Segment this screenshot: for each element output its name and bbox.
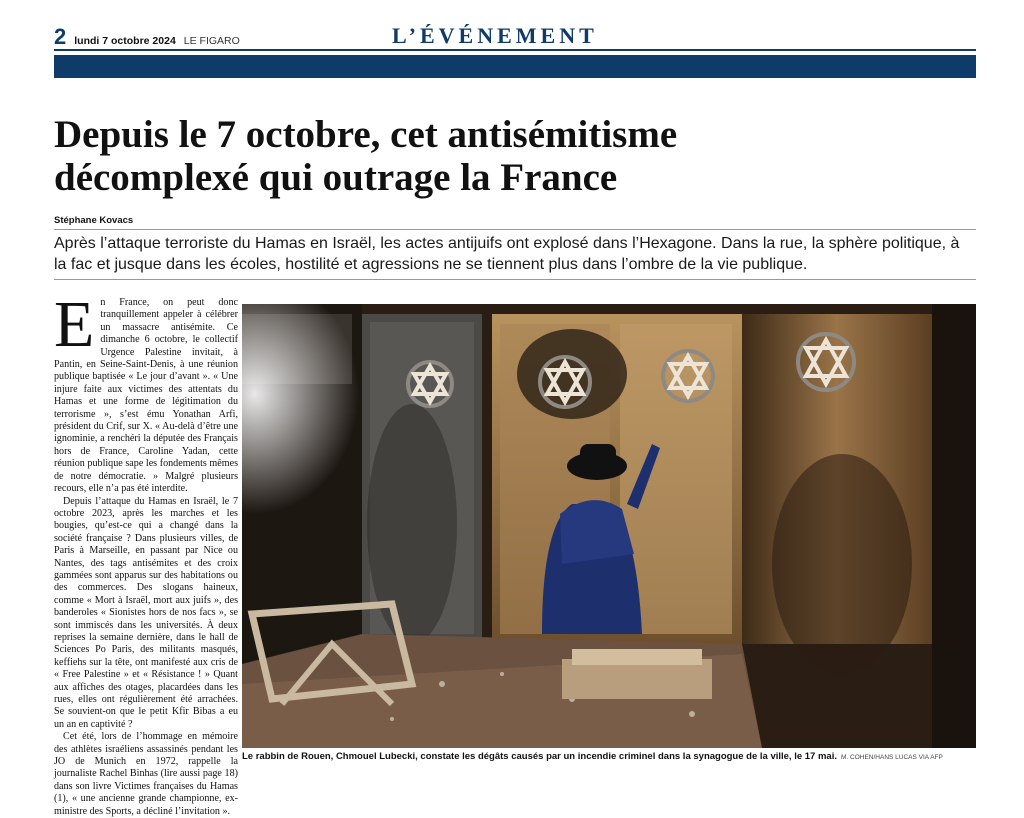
issue-date: lundi 7 octobre 2024: [74, 35, 176, 47]
byline-rule: [54, 229, 976, 230]
body-paragraph-2: Depuis l’attaque du Hamas en Israël, le 7 octobre 2023, après les marches et les bougies, qu’est-ce qui a changé dans la société française ? Dans plusieurs villes, de Paris à Marseille, en passant par Nice ou Nantes, des tags antisémites et des croix gammées sont apparus sur des habitations ou des commerces. Des slogans haineux, comme « Mort à Israël, mort aux juifs », des banderoles « Sionistes hors de nos facs », se sont immiscés dans les universités. À deux reprises la semaine dernière, dans le hall de Sciences Po Paris, des militants masqués, keffiehs sur la tête, ont manifesté aux cris de « Free Palestine » et « Résistance ! » Quant aux affiches des otages, placardées dans les rues, elles ont régulièrement été arrachées. Se souvient-on que le petit Kfir Bibas a eu un an en captivité ?: [54, 495, 238, 730]
headline-line-2: décomplexé qui outrage la France: [54, 156, 618, 199]
synagogue-photo-illustration: [242, 304, 976, 748]
page-folio: [54, 24, 240, 50]
photo-caption: [242, 751, 976, 762]
page-number: 2: [54, 24, 67, 49]
article-photo: [242, 304, 976, 748]
masthead-band: [54, 55, 976, 78]
newspaper-name: LE FIGARO: [183, 35, 240, 47]
author-byline: Stéphane Kovacs: [54, 215, 134, 226]
article-standfirst: Après l’attaque terroriste du Hamas en Israël, les actes antijuifs ont explosé dans l’Hexagone. Dans la rue, la sphère politique, à la fac et jusque dans les écoles, hostilité et agressions ne se tiennent plus dans l’ombre de la vie publique.: [54, 235, 960, 273]
body-paragraph-1-text: n France, on peut donc tranquillement appeler à célébrer un massacre antisémite. Ce dimanche 6 octobre, le collectif Urgence Palestine invitait, à Pantin, en Seine-Saint-Denis, à une réunion publique baptisée « Le jour d’avant ». « Une injure faite aux victimes des attentats du Hamas et une forme de légitimation du terrorisme », s’est ému Yonathan Arfi, président du Crif, sur X. « Au-delà d’être une ignominie, a renchéri la députée des Français hors de France, Caroline Yadan, cette réunion publique sape les fondements mêmes de notre démocratie. » Malgré plusieurs recours, elle n’a pas été interdite.: [54, 297, 238, 495]
photo-caption-text: Le rabbin de Rouen, Chmouel Lubecki, constate les dégâts causés par un incendie criminel dans la synagogue de la ville, le 17 mai.: [242, 751, 837, 762]
drop-cap: E: [54, 288, 95, 361]
section-title: L’ÉVÉNEMENT: [392, 23, 598, 48]
headline-line-1: Depuis le 7 octobre, cet antisémitisme: [54, 113, 678, 156]
masthead-rule: [54, 49, 976, 51]
body-paragraph-3: Cet été, lors de l’hommage en mémoire des athlètes israéliens assassinés pendant les JO de Munich en 1972, rappelle la journaliste Rachel Binhas (lire aussi page 18) dans son livre Victimes françaises du Hamas (1), « une ancienne grande championne, ex-ministre des Sports, a décliné l’invitation ».: [54, 731, 238, 817]
body-paragraph-1: [54, 288, 238, 496]
photo-credit: M. COHEN/HANS LUCAS VIA AFP: [841, 754, 943, 761]
article-body-column: [54, 288, 238, 817]
article-headline: [54, 113, 954, 199]
standfirst-rule: [54, 279, 976, 280]
